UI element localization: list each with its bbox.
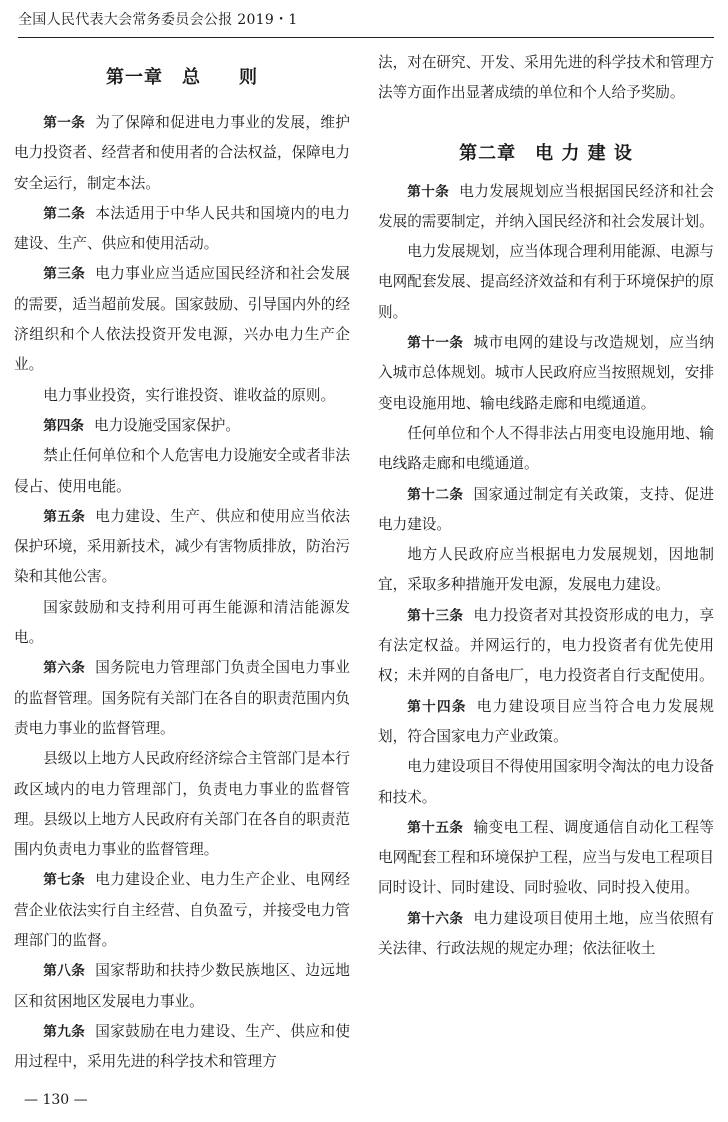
article-text: 电力建设、生产、供应和使用应当依法保护环境，采用新技术，减少有害物质排放，防治污染和其他公害。 <box>14 507 351 586</box>
article-number: 第十四条 <box>407 698 467 715</box>
article-number: 第八条 <box>43 963 86 980</box>
article-number: 第一条 <box>43 115 86 131</box>
article-12 <box>378 480 714 541</box>
article-number: 第十五条 <box>407 819 464 836</box>
article-number: 第五条 <box>43 508 86 525</box>
article-15 <box>378 813 714 904</box>
article-text: 电力发展规划应当根据国民经济和社会发展的需要制定，并纳入国民经济和社会发展计划。 <box>378 182 715 230</box>
article-3 <box>14 259 350 380</box>
article-number: 第二条 <box>43 205 86 222</box>
left-column <box>14 48 350 1078</box>
article-number: 第十六条 <box>407 910 464 927</box>
article-5 <box>14 502 350 593</box>
right-column <box>378 48 714 964</box>
article-11-para-2: 任何单位和个人不得非法占用变电设施用地、输电线路走廊和电缆通道。 <box>378 424 714 473</box>
article-number: 第七条 <box>43 872 86 889</box>
article-number: 第六条 <box>43 660 86 677</box>
article-number: 第九条 <box>43 1023 86 1040</box>
article-text: 电力建设项目使用土地，应当依照有关法律、行政法规的规定办理；依法征收土 <box>378 909 714 958</box>
article-text: 国家通过制定有关政策，支持、促进电力建设。 <box>378 485 714 533</box>
article-text: 输变电工程、调度通信自动化工程等电网配套工程和环境保护工程，应当与发电工程项目同时设计、同时建设、同时验收、同时投入使用。 <box>378 818 714 897</box>
article-text: 国家鼓励在电力建设、生产、供应和使用过程中，采用先进的科学技术和管理方 <box>14 1022 351 1071</box>
page-number: — 130 — <box>24 1092 88 1108</box>
article-7 <box>14 865 350 956</box>
article-3-para-2: 电力事业投资，实行谁投资、谁收益的原则。 <box>43 386 336 404</box>
article-text: 电力建设项目应当符合电力发展规划，符合国家电力产业政策。 <box>378 697 714 745</box>
article-text: 电力投资者对其投资形成的电力，享有法定权益。并网运行的，电力投资者有优先使用权；未并网的自备电厂，电力投资者自行支配使用。 <box>378 606 714 685</box>
article-text: 电力设施受国家保护。 <box>93 416 240 434</box>
article-12-para-2: 地方人民政府应当根据电力发展规划，因地制宜，采取多种措施开发电源，发展电力建设。 <box>378 546 714 594</box>
gazette-header: 全国人民代表大会常务委员会公报 2019・1 <box>18 12 298 28</box>
article-10-para-2: 电力发展规划，应当体现合理利用能源、电源与电网配套发展、提高经济效益和有利于环境保护的原则。 <box>378 243 714 321</box>
article-text: 电力事业应当适应国民经济和社会发展的需要，适当超前发展。国家鼓励、引导国内外的经济组织和个人依法投资开发电源，兴办电力生产企业。 <box>14 265 351 374</box>
article-14 <box>378 692 714 753</box>
article-text: 电力建设企业、电力生产企业、电网经营企业依法实行自主经营、自负盈亏，并接受电力管理部门的监督。 <box>14 871 351 950</box>
article-text: 国家帮助和扶持少数民族地区、边远地区和贫困地区发展电力事业。 <box>14 962 351 1010</box>
article-number: 第十一条 <box>407 335 464 352</box>
article-5-para-2: 国家鼓励和支持利用可再生能源和清洁能源发电。 <box>14 598 350 647</box>
article-text: 国务院电力管理部门负责全国电力事业的监督管理。国务院有关部门在各自的职责范围内负责电力事业的监督管理。 <box>14 659 351 737</box>
article-6 <box>14 653 350 744</box>
article-text: 城市电网的建设与改造规划，应当纳入城市总体规划。城市人民政府应当按照规划，安排变电设施用地、输电线路走廊和电缆通道。 <box>378 334 714 412</box>
article-number: 第四条 <box>43 417 84 434</box>
article-number: 第十二条 <box>407 486 464 503</box>
article-text: 为了保障和促进电力事业的发展，维护电力投资者、经营者和使用者的合法权益，保障电力安全运行，制定本法。 <box>14 114 351 192</box>
article-2 <box>14 199 350 260</box>
article-8 <box>14 956 350 1017</box>
article-6-para-2: 县级以上地方人民政府经济综合主管部门是本行政区域内的电力管理部门，负责电力事业的监督管理。县级以上地方人民政府有关部门在各自的职责范围内负责电力事业的监督管理。 <box>14 750 350 859</box>
article-13 <box>378 601 714 692</box>
article-16 <box>378 904 714 965</box>
header-divider <box>18 37 714 38</box>
article-number: 第十三条 <box>407 607 464 624</box>
article-1 <box>14 108 350 199</box>
article-4 <box>14 411 350 441</box>
chapter-2-title: 第二章 电 力 建 设 <box>459 142 633 164</box>
article-9 <box>14 1017 350 1078</box>
article-9-continuation: 法，对在研究、开发、采用先进的科学技术和管理方法等方面作出显著成绩的单位和个人给予奖励。 <box>378 54 714 102</box>
article-14-para-2: 电力建设项目不得使用国家明令淘汰的电力设备和技术。 <box>378 758 714 806</box>
chapter-1-title: 第一章 总 则 <box>106 67 258 88</box>
article-text: 本法适用于中华人民共和国境内的电力建设、生产、供应和使用活动。 <box>14 204 351 253</box>
article-4-para-2: 禁止任何单位和个人危害电力设施安全或者非法侵占、使用电能。 <box>14 447 350 495</box>
article-number: 第三条 <box>43 266 86 283</box>
article-11 <box>378 328 714 419</box>
article-number: 第十条 <box>407 183 450 200</box>
article-10 <box>378 177 714 238</box>
